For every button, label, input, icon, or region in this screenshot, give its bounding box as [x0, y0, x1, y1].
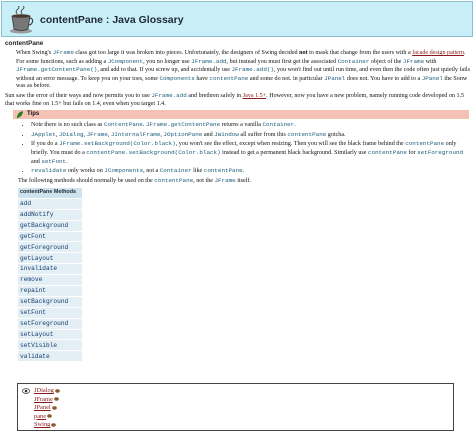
cup-icon [51, 423, 56, 427]
table-row [18, 264, 82, 275]
intro-paragraph-1 [5, 49, 470, 91]
code: revalidate [31, 167, 67, 175]
code-jpanel: JPanel [421, 74, 443, 82]
code: JComponents [104, 167, 144, 175]
list-item [31, 121, 470, 130]
table-row [18, 296, 82, 307]
list-item [34, 387, 60, 396]
table-row [18, 231, 82, 242]
glossary-term: contentPane [5, 40, 44, 47]
text: , you won't see the effect, except when resizing. Then you will see the black frame behind the [175, 141, 406, 148]
text: returns a vanilla [220, 122, 263, 129]
table-row [18, 329, 82, 340]
method-cell: getBackground [18, 220, 82, 231]
code-container: Container [337, 57, 370, 65]
table-row [18, 198, 82, 209]
code: JFrame [214, 176, 236, 184]
tips-heading-bar [13, 110, 469, 119]
code-jframe: JFrame [402, 57, 425, 65]
tips-label: Tips [27, 111, 40, 118]
java-cup-logo-icon [8, 6, 34, 34]
text: the Sonw was as before. [16, 75, 468, 90]
java-15-link[interactable]: Java 1.5+ [242, 92, 267, 99]
list-item: • JApplet, JDialog, JFrame, JInternalFrame, JOptionPane and JWindow all suffer from this contentPane gotcha. [31, 131, 470, 140]
code: contentPane [405, 140, 445, 148]
code: ContentPane [103, 121, 143, 129]
cup-icon [55, 389, 60, 393]
code: contentPane [287, 130, 327, 138]
text: , not the [193, 177, 215, 184]
code-jframe-add: JFrame.add [191, 57, 227, 65]
table-row [18, 253, 82, 264]
text: and brethren safely in [186, 92, 243, 99]
code-components: Components [159, 74, 195, 82]
table-row [18, 307, 82, 318]
text: only briefly. You must do a [31, 141, 457, 156]
method-cell: add [18, 198, 82, 209]
method-cell: repaint [18, 286, 82, 297]
text: The following methods should normally be used on the [18, 177, 155, 184]
code: JApplet [31, 130, 56, 138]
text: . [142, 122, 146, 129]
text: , but instead you must first get the associated [226, 58, 338, 65]
code-jframe: JFrame [52, 49, 74, 56]
cup-icon [52, 406, 57, 410]
text: class got too large it was broken into pieces. Unfortunately, the designers of Swing decided [73, 50, 300, 56]
method-cell: invalidate [18, 264, 82, 275]
text: does not. You have to add to a [345, 75, 422, 82]
text: all suffer from this [238, 131, 288, 138]
text: . For some functions, such as adding a [16, 50, 466, 65]
code: JInternalFrame [110, 130, 161, 138]
facade-design-pattern-link[interactable]: facade design pattern [412, 50, 464, 56]
code: setFont [41, 157, 67, 165]
leaf-icon [16, 110, 24, 119]
article-content [5, 40, 470, 362]
method-cell: setBackground [18, 296, 82, 307]
text: , and add to that. If you screw up, and accidentally use [97, 67, 232, 74]
code: contentPane [203, 167, 243, 175]
methods-table [18, 188, 82, 362]
text: like [191, 168, 204, 175]
see-also-box [17, 383, 454, 431]
code: JFrame [86, 130, 108, 138]
text: gotcha. [326, 131, 346, 138]
text: and [31, 158, 42, 165]
text: to mask that change from the users with a [307, 50, 413, 56]
text: itself. [235, 177, 251, 184]
cup-icon [47, 414, 52, 418]
code: JFrame.getContentPane [145, 121, 221, 129]
text: object of the [369, 58, 403, 65]
code: JFrame.setBackground(Color.black) [59, 140, 176, 148]
code: contentPane.setBackground(Color.black) [86, 148, 221, 156]
code: Container [159, 167, 192, 175]
list-item [34, 413, 60, 422]
text: If you do a [31, 141, 60, 148]
see-also-list [34, 387, 60, 430]
table-row [18, 340, 82, 351]
text: and some do not. in particular [248, 75, 325, 82]
code: JOptionPane [163, 130, 203, 138]
code: contentPane [154, 176, 194, 184]
method-cell: getForeground [18, 242, 82, 253]
text: , you won't find out until run time, and even then the code often just quietly fails without an error message. To keep you on your toes, some [16, 67, 470, 82]
code: Container [262, 121, 295, 129]
see-also-link-pane[interactable]: pane [34, 412, 47, 420]
list-item [34, 421, 60, 430]
text: with [424, 58, 437, 65]
code-jcomponent: JComponent [107, 57, 144, 65]
intro-paragraph-2 [5, 92, 470, 108]
see-also-link-swing[interactable]: Swing [34, 421, 51, 429]
code: JWindow [214, 130, 239, 138]
see-also-link-jpanel[interactable]: JPanel [34, 404, 51, 412]
table-row [18, 209, 82, 220]
methods-intro [5, 177, 470, 186]
table-row [18, 275, 82, 286]
code-jpanel: JPanel [324, 74, 346, 82]
text: . [66, 158, 68, 165]
code-jframe-add: JFrame.add [151, 91, 187, 99]
code: JDialog [58, 130, 84, 138]
method-cell: setLayout [18, 329, 82, 340]
list-item [34, 396, 60, 405]
text: , not a [143, 168, 160, 175]
code-getcontentpane: JFrame.getContentPane() [16, 66, 98, 74]
table-row [18, 286, 82, 297]
method-cell: setVisible [18, 340, 82, 351]
code: contentPane [368, 148, 407, 156]
text: and [202, 131, 215, 138]
text: have [194, 75, 210, 82]
page-title: contentPane : Java Glossary [40, 14, 184, 26]
text: instead to get a permanent black background. Similarly use [220, 149, 369, 156]
methods-table-header: contentPane Methods [18, 188, 82, 198]
list-item [31, 167, 470, 176]
list-item [34, 404, 60, 413]
text: for [406, 149, 418, 156]
text: Note there is no such class as [31, 122, 104, 129]
code-jframe-add-call: JFrame.add() [231, 66, 274, 74]
text: When Swing's [16, 50, 53, 56]
table-row [18, 351, 82, 362]
code-contentpane: contentPane [209, 74, 249, 82]
see-also-link-jframe[interactable]: JFrame [34, 395, 53, 403]
method-cell: validate [18, 351, 82, 362]
table-row [18, 242, 82, 253]
method-cell: getFont [18, 231, 82, 242]
text: . [242, 168, 245, 175]
text: only works on [66, 168, 105, 175]
method-cell: addNotify [18, 209, 82, 220]
text: Sun saw the error of their ways and now permits you to use [5, 92, 152, 99]
method-cell: getLayout [18, 253, 82, 264]
list-item [31, 140, 470, 166]
page-header [1, 1, 473, 37]
text: . [294, 122, 296, 129]
see-also-link-jdialog[interactable]: JDialog [34, 387, 54, 394]
text: . However, now you have a new problem, namely running code developed on 1.5 that works fine on 1.5+ but fails on 1.4, even when you target 1.4. [5, 92, 465, 107]
text: , you no longer use [143, 58, 192, 65]
method-cell: setFont [18, 307, 82, 318]
eye-icon [22, 387, 30, 395]
table-row [18, 318, 82, 329]
method-cell: setForeground [18, 318, 82, 329]
table-row [18, 220, 82, 231]
method-cell: remove [18, 275, 82, 286]
cup-icon [54, 397, 59, 401]
emphasis-not: not [299, 50, 308, 56]
tips-list [5, 121, 470, 176]
code: setForeground [417, 148, 464, 156]
